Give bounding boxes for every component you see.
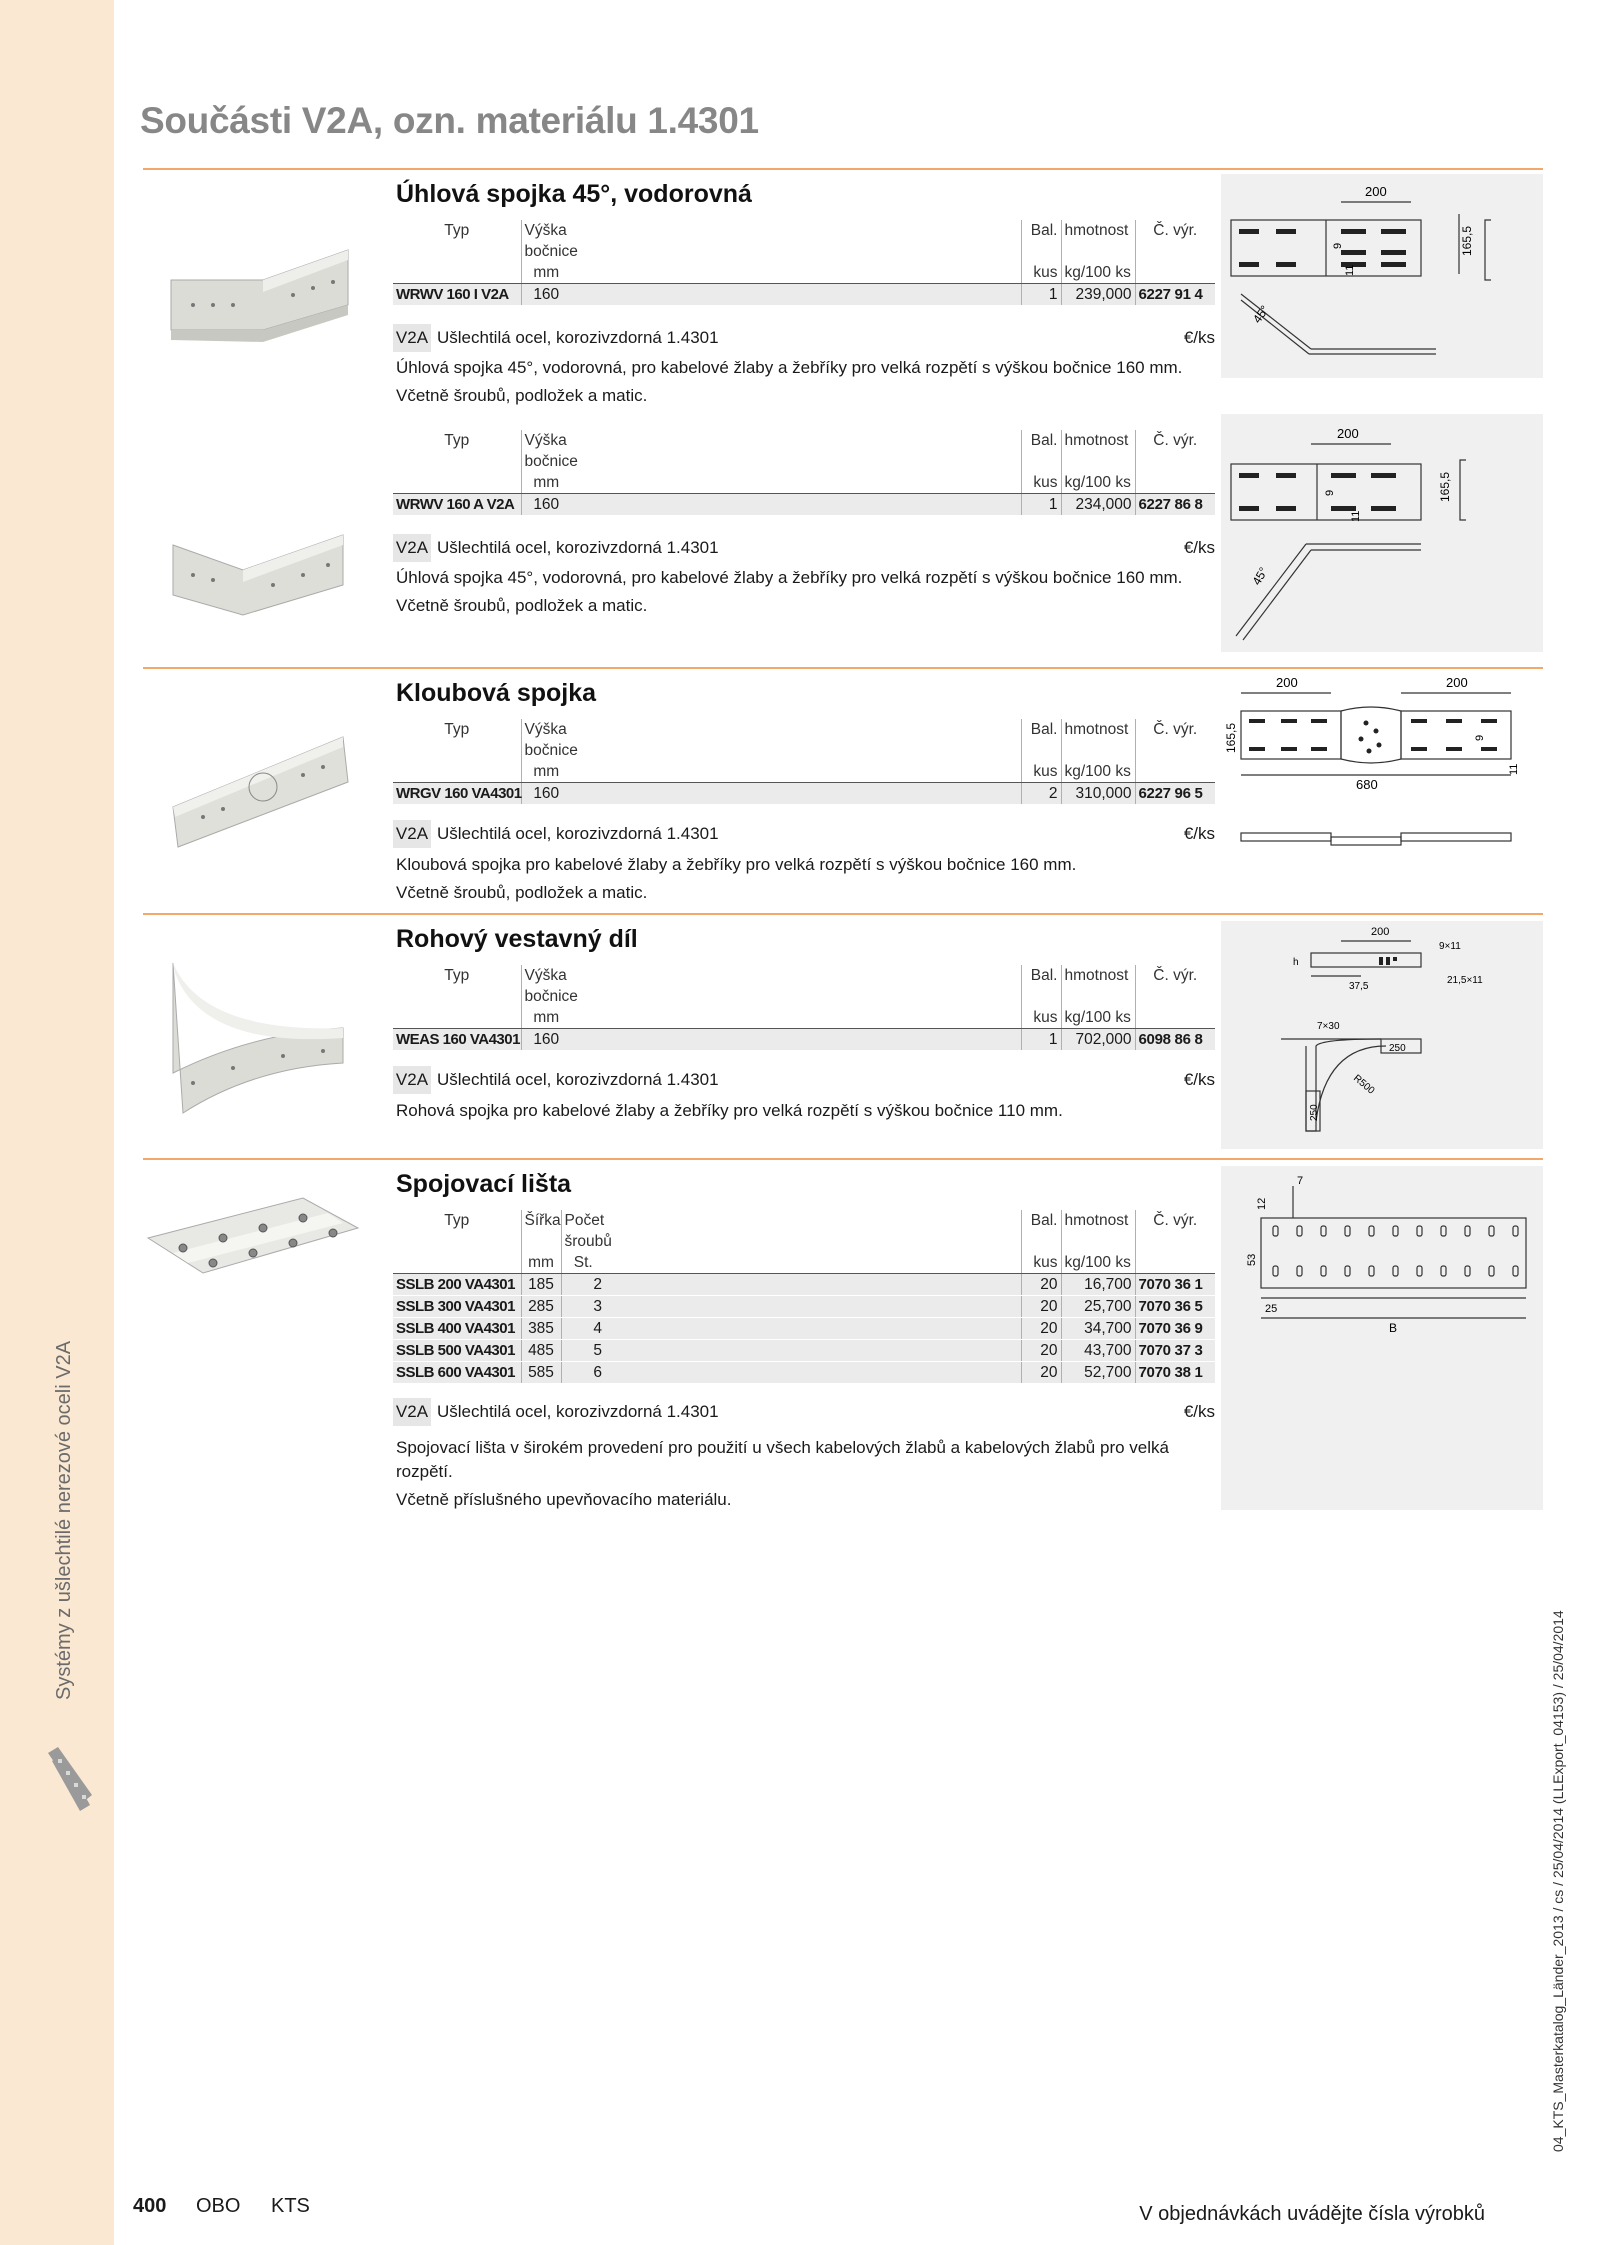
svg-text:165,5: 165,5 [1224, 722, 1238, 753]
svg-text:165,5: 165,5 [1438, 471, 1452, 502]
table-row: SSLB 600 VA4301 585 6 20 52,700 7070 38 1 [393, 1362, 1215, 1384]
table-row: WEAS 160 VA4301 160 1 702,000 6098 86 8 [393, 1029, 1215, 1051]
svg-text:165,5: 165,5 [1460, 225, 1474, 256]
svg-text:250: 250 [1309, 1104, 1320, 1121]
section-title: Kloubová spojka [396, 679, 597, 707]
technical-drawing [1221, 921, 1543, 1149]
svg-text:9: 9 [1324, 489, 1336, 496]
col-header-cvyr: Č. výr. [1135, 220, 1215, 241]
section-title: Spojovací lišta [396, 1170, 572, 1198]
col-header-hmotnost: hmotnost [1061, 220, 1135, 241]
svg-text:21,5×11: 21,5×11 [1447, 975, 1483, 986]
col-header-typ: Typ [444, 222, 470, 239]
technical-drawing [1221, 414, 1543, 652]
print-metadata: 04_KTS_Masterkatalog_Länder_2013 / cs / 25/04/2014 (LLExport_04153) / 25/04/2014 [1550, 1610, 1566, 2152]
svg-text:R500: R500 [1351, 1072, 1377, 1097]
product-photo [143, 697, 358, 867]
svg-text:12: 12 [1256, 1197, 1268, 1210]
svg-text:9: 9 [1474, 734, 1486, 741]
svg-text:9: 9 [1332, 242, 1344, 249]
section-connecting-strip [143, 1158, 1543, 1518]
spec-table [393, 220, 1215, 306]
svg-text:200: 200 [1446, 675, 1468, 690]
product-description: Spojovací lišta v širokém provedení pro použití u všech kabelových žlabů a kabelových žlabů pro velká rozpětí. Včetně příslušného upevňovacího materiálu. [396, 1438, 1169, 1509]
cable-ladder-icon [44, 1745, 96, 1815]
svg-text:200: 200 [1337, 426, 1359, 441]
section-divider [143, 667, 1543, 669]
table-row: SSLB 200 VA4301 185 2 20 16,700 7070 36 1 [393, 1274, 1215, 1296]
page-number: 400 [133, 2195, 167, 2217]
technical-drawing [1221, 673, 1543, 879]
product-photo [143, 490, 358, 660]
price-unit: €/ks [1183, 328, 1215, 347]
svg-text:53: 53 [1246, 1253, 1258, 1266]
section-divider [143, 1158, 1543, 1160]
table-row: SSLB 500 VA4301 485 5 20 43,700 7070 37 3 [393, 1340, 1215, 1362]
product-description: Úhlová spojka 45°, vodorovná, pro kabelové žlaby a žebříky pro velká rozpětí s výškou bočnice 160 mm. Včetně šroubů, podložek a matic. [396, 568, 1183, 615]
col-header-pocet: Počet [561, 1210, 605, 1231]
svg-text:11: 11 [1350, 510, 1362, 522]
svg-text:680: 680 [1356, 777, 1378, 792]
product-photo [143, 953, 358, 1123]
section-divider [143, 168, 1543, 170]
material-line [393, 324, 1215, 352]
svg-text:h: h [1293, 957, 1299, 968]
svg-text:25: 25 [1265, 1303, 1278, 1315]
material-line: V2A Ušlechtilá ocel, korozivzdorná 1.4301 €/ks [393, 1066, 1215, 1094]
product-description: Úhlová spojka 45°, vodorovná, pro kabelové žlaby a žebříky pro velká rozpětí s výškou bočnice 160 mm. Včetně šroubů, podložek a matic. [396, 358, 1183, 405]
col-header-bal: Bal. [1021, 220, 1061, 241]
svg-text:7: 7 [1297, 1175, 1304, 1187]
svg-text:11: 11 [1508, 763, 1520, 775]
side-category-text: Systémy z ušlechtilé nerezové oceli V2A [53, 1340, 75, 1700]
product-description: Kloubová spojka pro kabelové žlaby a žebříky pro velká rozpětí s výškou bočnice 160 mm. Včetně šroubů, podložek a matic. [396, 855, 1077, 902]
section-title: Rohový vestavný díl [396, 925, 638, 953]
section-hinged-connector [143, 667, 1543, 907]
product-photo [143, 1178, 358, 1348]
product-description: Rohová spojka pro kabelové žlaby a žebříky pro velká rozpětí s výškou bočnice 110 mm. [396, 1101, 1063, 1120]
svg-text:9×11: 9×11 [1439, 941, 1461, 952]
unit-kg: kg/100 ks [1061, 262, 1135, 284]
technical-drawing [1221, 1166, 1543, 1510]
material-line: V2A Ušlechtilá ocel, korozivzdorná 1.4301 €/ks [393, 1398, 1215, 1426]
table-row: SSLB 400 VA4301 385 4 20 34,700 7070 36 9 [393, 1318, 1215, 1340]
spec-table: Typ Výška Bal. hmotnost Č. výr. bočnice mm kus kg/100 ks WRGV 160 VA4301 160 2 310,000 6227 96 5 [393, 719, 1215, 805]
svg-text:37,5: 37,5 [1349, 981, 1369, 992]
svg-text:B: B [1389, 1321, 1398, 1335]
material-tag: V2A [393, 324, 431, 352]
footer-note: V objednávkách uvádějte čísla výrobků [1139, 2203, 1485, 2225]
table-row: WRWV 160 A V2A 160 1 234,000 6227 86 8 [393, 494, 1215, 516]
technical-drawing [1221, 174, 1543, 378]
section-angle-connector-a [143, 420, 1543, 660]
spec-table: Typ Výška Bal. hmotnost Č. výr. bočnice mm kus kg/100 ks WRWV 160 A V2A 160 1 234,000 6227 86 8 [393, 430, 1215, 516]
product-photo [143, 230, 358, 400]
svg-text:45°: 45° [1249, 564, 1271, 588]
spec-table: Typ Šířka Počet Bal. hmotnost Č. výr. šroubů mm St. kus kg/100 ks SSLB 200 VA4301 185 2 20 16,700 7070 36 1 SSLB 300 VA4301 285 3 20 25,700 7070 36 5 SSLB 400 VA4301 385 4 20 34,700 7070 36 9 SSLB 500 VA4301 485 5 20 43,700 7070 37 3 SSLB 600 VA4301 585 6 20 52,700 7070 38 1 [393, 1210, 1215, 1384]
table-row: WRWV 160 I V2A 160 1 239,000 6227 91 4 [393, 284, 1215, 306]
page-title: Součásti V2A, ozn. materiálu 1.4301 [140, 100, 759, 141]
col-header-vyska: Výška [521, 220, 571, 241]
material-line: V2A Ušlechtilá ocel, korozivzdorná 1.4301 €/ks [393, 820, 1215, 848]
col-header-sroubu: šroubů [561, 1231, 605, 1252]
material-text: Ušlechtilá ocel, korozivzdorná 1.4301 [437, 328, 719, 347]
svg-text:45°: 45° [1249, 302, 1272, 326]
unit-mm: mm [521, 262, 571, 284]
col-header-bocnice: bočnice [521, 241, 571, 262]
section-corner-insert [143, 913, 1543, 1153]
svg-text:200: 200 [1276, 675, 1298, 690]
footer-catalog: KTS [271, 2195, 310, 2217]
table-row: SSLB 300 VA4301 285 3 20 25,700 7070 36 5 [393, 1296, 1215, 1318]
svg-text:200: 200 [1365, 184, 1387, 199]
svg-text:7×30: 7×30 [1317, 1021, 1340, 1032]
section-divider [143, 913, 1543, 915]
unit-kus: kus [1021, 262, 1061, 284]
col-header-sirka: Šířka [521, 1210, 561, 1231]
svg-text:11: 11 [1344, 264, 1356, 276]
spec-table: Typ Výška Bal. hmotnost Č. výr. bočnice mm kus kg/100 ks WEAS 160 VA4301 160 1 702,000 6098 86 8 [393, 965, 1215, 1051]
section-title: Úhlová spojka 45°, vodorovná [396, 180, 752, 208]
material-line: V2A Ušlechtilá ocel, korozivzdorná 1.4301 €/ks [393, 534, 1215, 562]
footer-brand: OBO [196, 2195, 241, 2217]
svg-text:250: 250 [1389, 1043, 1406, 1054]
table-row: WRGV 160 VA4301 160 2 310,000 6227 96 5 [393, 783, 1215, 805]
svg-text:200: 200 [1371, 926, 1390, 938]
